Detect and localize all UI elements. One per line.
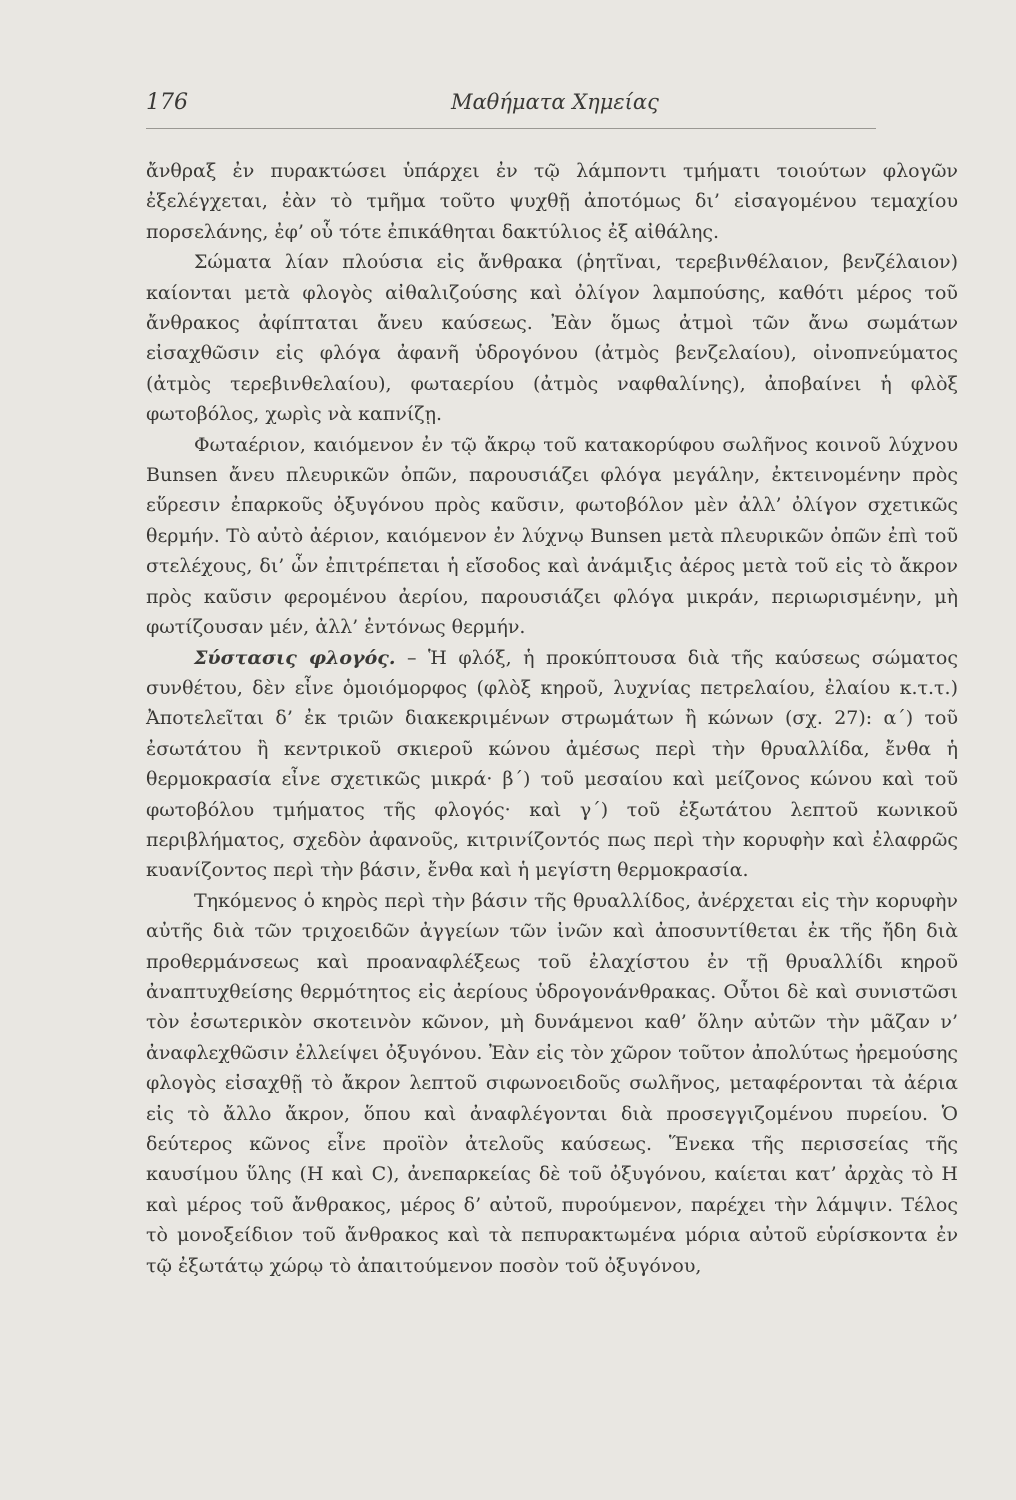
section-paragraph (146, 643, 958, 886)
section-heading: Σύστασις φλογός. (194, 646, 396, 669)
section-text: Ἡ φλόξ, ἡ προκύπτουσα διὰ τῆς καύσεως σώματος συνθέτου, δὲν εἶνε ὁμοιόμορφος (φλὸξ κηροῦ, λυχνίας πετρελαίου, ἐλαίου κ.τ.τ.) Ἀποτελεῖται δ’ ἐκ τριῶν διακεκριμένων στρωμάτων ἢ κώνων (σχ. 27): α΄) τοῦ ἐσωτάτου ἢ κεντρικοῦ σκιεροῦ κώνου ἀμέσως περὶ τὴν θρυαλλίδα, ἔνθα ἡ θερμοκρασία εἶνε σχετικῶς μικρά· β΄) τοῦ μεσαίου καὶ μείζονος κώνου καὶ τοῦ φωτοβόλου τμήματος τῆς φλογός· καὶ γ΄) τοῦ ἐξωτάτου λεπτοῦ κωνικοῦ περιβλήματος, σχεδὸν ἀφανοῦς, κιτρινίζοντός πως περὶ τὴν κορυφὴν καὶ ἐλαφρῶς κυανίζοντος περὶ τὴν βάσιν, ἔνθα καὶ ἡ μεγίστη θερμοκρασία. (146, 646, 958, 882)
paragraph: Τηκόμενος ὁ κηρὸς περὶ τὴν βάσιν τῆς θρυαλλίδος, ἀνέρχεται εἰς τὴν κορυφὴν αὐτῆς διὰ τῶν τριχοειδῶν ἀγγείων τῶν ἰνῶν καὶ ἀποσυντίθεται ἐκ τῆς ἤδη διὰ προθερμάνσεως καὶ προαναφλέξεως τοῦ ἐλαχίστου ἐν τῇ θρυαλλίδι κηροῦ ἀναπτυχθείσης θερμότητος εἰς ἀερίους ὑδρογονάνθρακας. Οὗτοι δὲ καὶ συνιστῶσι τὸν ἐσωτερικὸν σκοτεινὸν κῶνον, μὴ δυνάμενοι καθ’ ὅλην αὐτῶν τὴν μᾶζαν ν’ ἀναφλεχθῶσιν ἐλλείψει ὀξυγόνου. Ἐὰν εἰς τὸν χῶρον τοῦτον ἀπολύτως ἠρεμούσης φλογὸς εἰσαχθῇ τὸ ἄκρον λεπτοῦ σιφωνοειδοῦς σωλῆνος, μεταφέρονται τὰ ἀέρια εἰς τὸ ἄλλο ἄκρον, ὅπου καὶ ἀναφλέγονται διὰ προσεγγιζομένου πυρείου. Ὁ δεύτερος κῶνος εἶνε προϊὸν ἀτελοῦς καύσεως. Ἕνεκα τῆς περισσείας τῆς καυσίμου ὕλης (H καὶ C), ἀνεπαρκείας δὲ τοῦ ὀξυγόνου, καίεται κατ’ ἀρχὰς τὸ H καὶ μέρος τοῦ ἄνθρακος, μέρος δ’ αὐτοῦ, πυρούμενον, παρέχει τὴν λάμψιν. Τέλος τὸ μονοξείδιον τοῦ ἄνθρακος καὶ τὰ πεπυρακτωμένα μόρια αὐτοῦ εὑρίσκοντα ἐν τῷ ἐξωτάτῳ χώρῳ τὸ ἀπαιτούμενον ποσὸν τοῦ ὀξυγόνου, (146, 889, 958, 1277)
paragraph: Φωταέριον, καιόμενον ἐν τῷ ἄκρῳ τοῦ κατακορύφου σωλῆνος κοινοῦ λύχνου Bunsen ἄνευ πλευρικῶν ὀπῶν, παρουσιάζει φλόγα μεγάλην, ἐκτεινομένην πρὸς εὕρεσιν ἐπαρκοῦς ὀξυγόνου πρὸς καῦσιν, φωτοβόλον μὲν ἀλλ’ ὀλίγον σχετικῶς θερμήν. Τὸ αὐτὸ ἀέριον, καιόμενον ἐν λύχνῳ Bunsen μετὰ πλευρικῶν ὀπῶν ἐπὶ τοῦ στελέχους, δι’ ὧν ἐπιτρέπεται ἡ εἴσοδος καὶ ἀνάμιξις ἀέρος μετὰ τοῦ εἰς τὸ ἄκρον πρὸς καῦσιν φερομένου ἀερίου, παρουσιάζει φλόγα μικράν, περιωρισμένην, μὴ φωτίζουσαν μέν, ἀλλ’ ἐντόνως θερμήν. (146, 433, 958, 639)
page-header (146, 88, 876, 129)
body-text (146, 156, 958, 1281)
page-number: 176 (146, 90, 188, 115)
running-title: Μαθήματα Χημείας (451, 90, 659, 114)
paragraph: ἄνθραξ ἐν πυρακτώσει ὑπάρχει ἐν τῷ λάμποντι τμήματι τοιούτων φλογῶν ἐξελέγχεται, ἐὰν τὸ τμῆμα τοῦτο ψυχθῇ ἀποτόμως δι’ εἰσαγομένου τεμαχίου πορσελάνης, ἐφ’ οὗ τότε ἐπικάθηται δακτύλιος ἐξ αἰθάλης. (146, 160, 958, 243)
paragraph: Σώματα λίαν πλούσια εἰς ἄνθρακα (ῥητῖναι, τερεβινθέλαιον, βενζέλαιον) καίονται μετὰ φλογὸς αἰθαλιζούσης καὶ ὀλίγον λαμπούσης, καθότι μέρος τοῦ ἄνθρακος ἀφίπταται ἄνευ καύσεως. Ἐὰν ὅμως ἀτμοὶ τῶν ἄνω σωμάτων εἰσαχθῶσιν εἰς φλόγα ἀφανῆ ὑδρογόνου (ἀτμὸς βενζελαίου), οἰνοπνεύματος (ἀτμὸς τερεβινθελαίου), φωταερίου (ἀτμὸς ναφθαλίνης), ἀποβαίνει ἡ φλὸξ φωτοβόλος, χωρὶς νὰ καπνίζῃ. (146, 251, 958, 426)
heading-dash: – (395, 646, 428, 669)
